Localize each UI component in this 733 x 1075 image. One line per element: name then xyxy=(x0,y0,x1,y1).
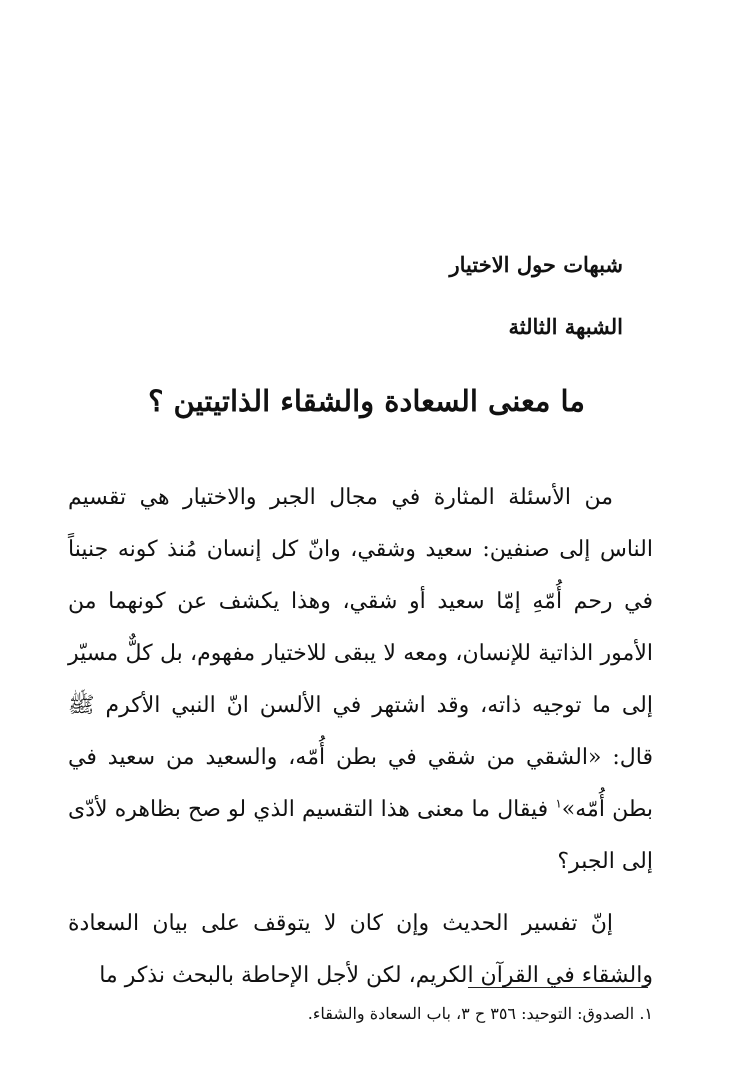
body-text xyxy=(68,472,653,1002)
paragraph-2: إنّ تفسير الحديث وإن كان لا يتوقف على بيان السعادة والشقاء في القرآن الكريم، لكن لأجل الإحاطة بالبحث نذكر ما xyxy=(68,911,653,988)
paragraph-1-continuation: فيقال ما معنى هذا التقسيم الذي لو صح بظاهره لأدّى إلى الجبر؟ xyxy=(68,797,653,874)
footnote: ١. الصدوق: التوحيد: ٣٥٦ ح ٣، باب السعادة والشقاء. xyxy=(307,1004,653,1023)
page-title: ما معنى السعادة والشقاء الذاتيتين ؟ xyxy=(148,384,585,418)
series-heading: شبهات حول الاختيار xyxy=(449,252,623,277)
part-heading: الشبهة الثالثة xyxy=(508,314,623,339)
paragraph-1 xyxy=(68,472,653,888)
footnote-ref: ١ xyxy=(555,796,562,811)
footnote-divider xyxy=(468,987,648,988)
paragraph-1-text: من الأسئلة المثارة في مجال الجبر والاختيار هي تقسيم الناس إلى صنفين: سعيد وشقي، وانّ كل إنسان مُنذ كونه جنيناً في رحم أُمّهِ إمّا سعيد أو شقي، وهذا يكشف عن كونهما من الأمور الذاتية للإنسان، ومعه لا يبقى للاختيار مفهوم، بل كلٌّ مسيّر إلى ما توجيه ذاته، وقد اشتهر في الألسن انّ النبي الأكرم ﷺ قال: «الشقي من شقي في بطن أُمّه، والسعيد من سعيد في بطن أُمّه» xyxy=(68,485,654,822)
